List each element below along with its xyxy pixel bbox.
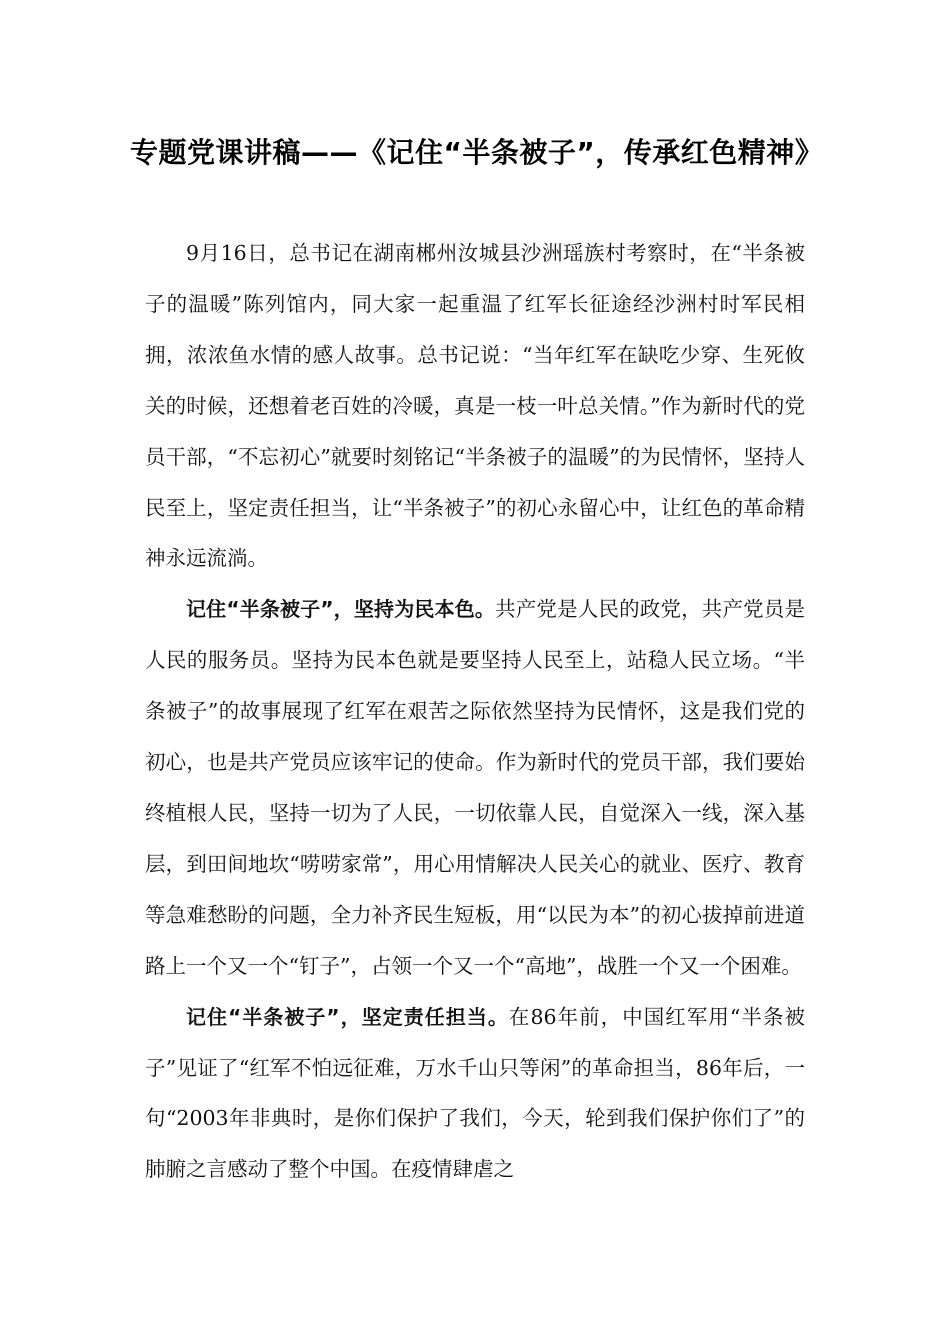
document-body [145,228,805,1195]
paragraph-text: 在86年前，中国红军用“半条被子”见证了“红军不怕远征难，万水千山只等闲”的革命担当，86年后，一句“2003年非典时，是你们保护了我们，今天，轮到我们保护你们了”的肺腑之言感动了整个中国。在疫情肆虐之 [145,1004,805,1182]
paragraph-people-first [145,584,805,991]
document-title: 专题党课讲稿——《记住“半条被子”，传承红色精神》 [130,136,824,169]
paragraph-responsibility [145,992,805,1196]
paragraph-lead: 记住“半条被子”，坚定责任担当。 [186,1004,509,1029]
paragraph-text: 9月16日，总书记在湖南郴州汝城县沙洲瑶族村考察时，在“半条被子的温暖”陈列馆内，同大家一起重温了红军长征途经沙洲村时军民相拥，浓浓鱼水情的感人故事。总书记说：“当年红军在缺吃少穿、生死攸关的时候，还想着老百姓的冷暖，真是一枝一叶总关情。”作为新时代的党员干部，“不忘初心”就要时刻铭记“半条被子的温暖”的为民情怀，坚持人民至上，坚定责任担当，让“半条被子”的初心永留心中，让红色的革命精神永远流淌。 [145,241,805,571]
paragraph-text: 共产党是人民的政党，共产党员是人民的服务员。坚持为民本色就是要坚持人民至上，站稳人民立场。“半条被子”的故事展现了红军在艰苦之际依然坚持为民情怀，这是我们党的初心，也是共产党员应该牢记的使命。作为新时代的党员干部，我们要始终植根人民，坚持一切为了人民，一切依靠人民，自觉深入一线，深入基层，到田间地坎“唠唠家常”，用心用情解决人民关心的就业、医疗、教育等急难愁盼的问题，全力补齐民生短板，用“以民为本”的初心拔掉前进道路上一个又一个“钉子”，占领一个又一个“高地”，战胜一个又一个困难。 [145,597,806,978]
paragraph-intro [145,228,805,584]
paragraph-lead: 记住“半条被子”，坚持为民本色。 [186,597,496,622]
